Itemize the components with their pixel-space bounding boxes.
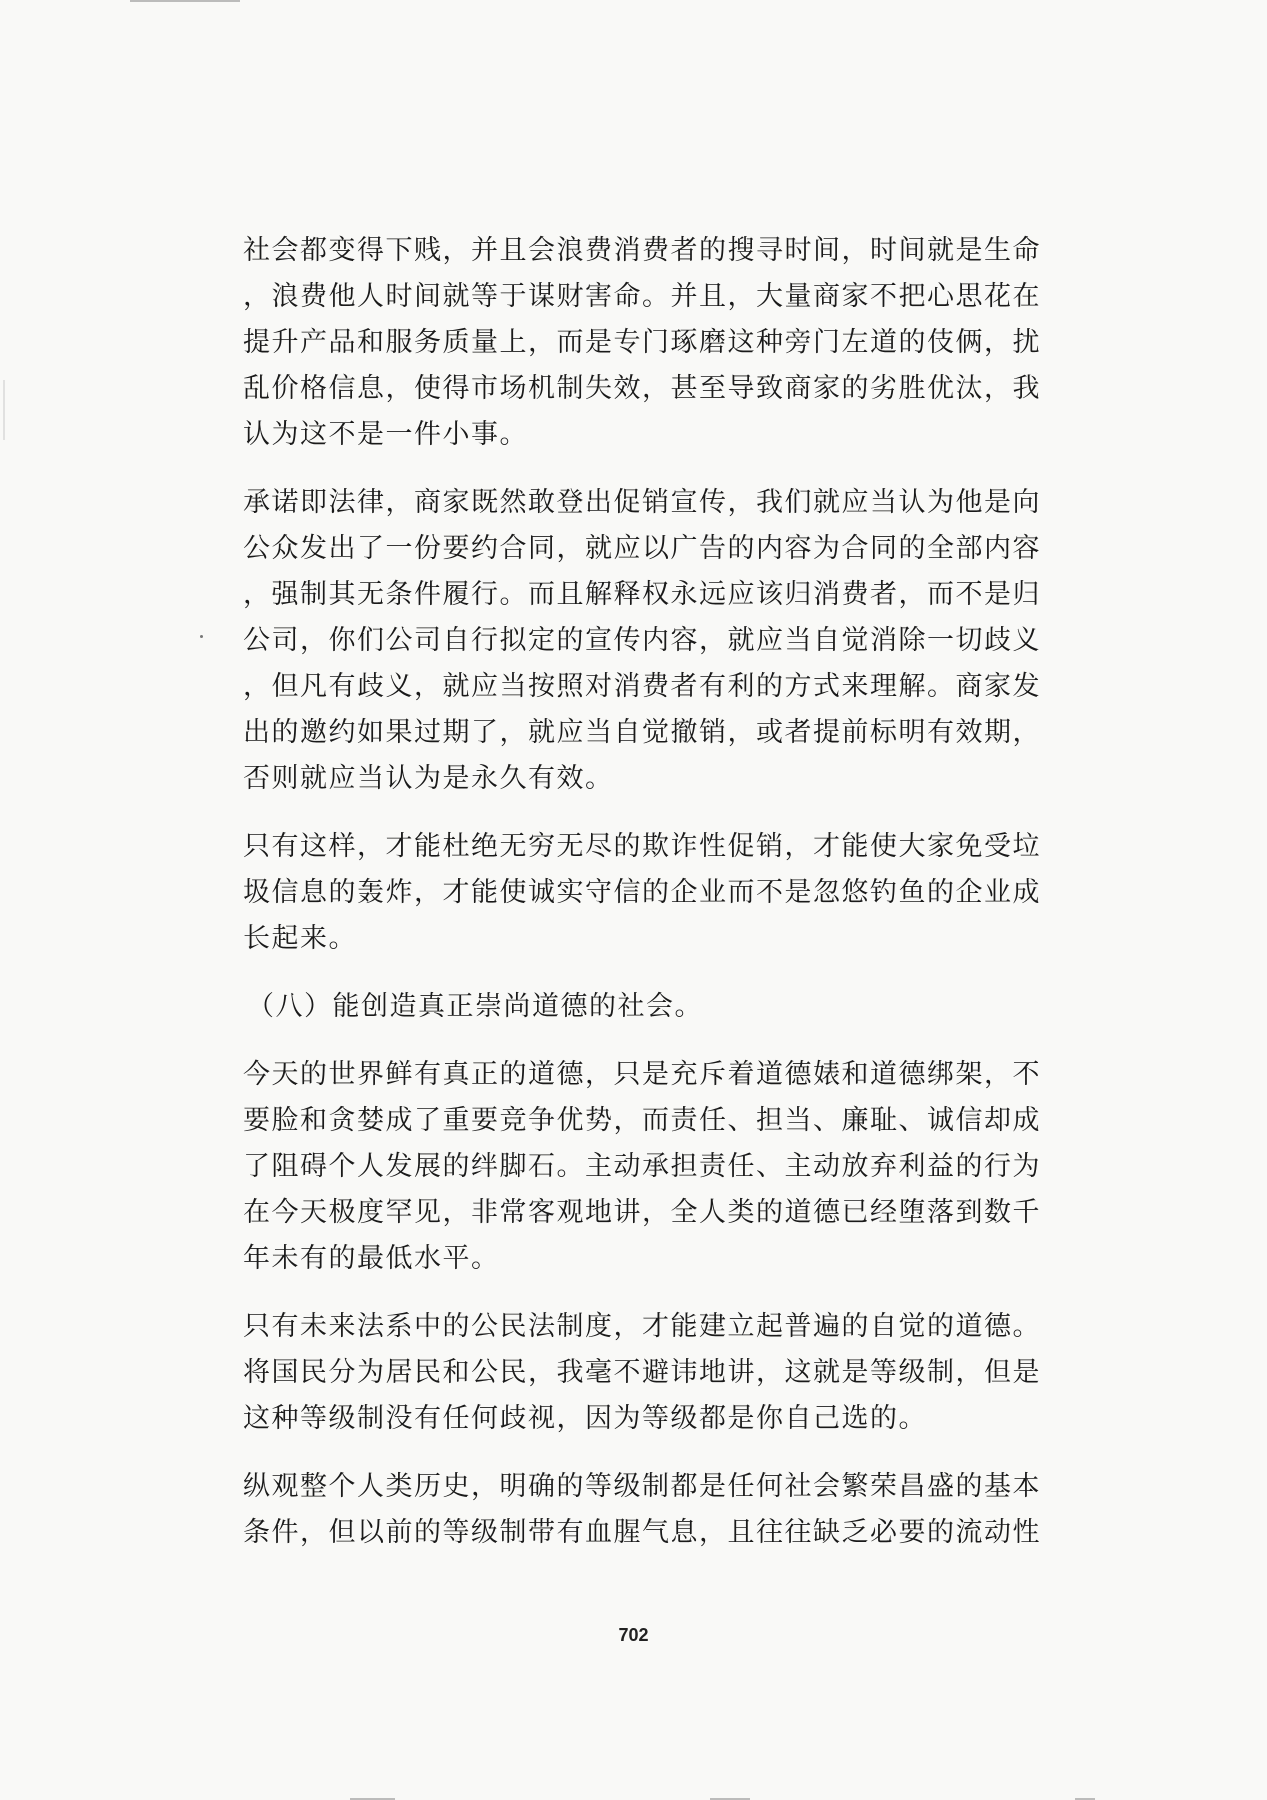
text-line: ，但凡有歧义，就应当按照对消费者有利的方式来理解。商家发 xyxy=(243,671,1041,702)
text-line: （八）能创造真正崇尚道德的社会。 xyxy=(247,991,703,1022)
text-line: 年未有的最低水平。 xyxy=(243,1243,500,1274)
text-line: 否则就应当认为是永久有效。 xyxy=(243,763,614,794)
paragraph xyxy=(243,228,1063,458)
scan-speck xyxy=(200,635,203,638)
text-line: 公众发出了一份要约合同，就应以广告的内容为合同的全部内容 xyxy=(243,533,1041,564)
text-line: 在今天极度罕见，非常客观地讲，全人类的道德已经堕落到数千 xyxy=(243,1197,1041,1228)
text-line: 只有这样，才能杜绝无穷无尽的欺诈性促销，才能使大家免受垃 xyxy=(243,831,1041,862)
body-text xyxy=(243,228,1063,1578)
text-line: 了阻碍个人发展的绊脚石。主动承担责任、主动放弃利益的行为 xyxy=(243,1151,1041,1182)
text-line: 圾信息的轰炸，才能使诚实守信的企业而不是忽悠钓鱼的企业成 xyxy=(243,877,1041,908)
text-line: 条件，但以前的等级制带有血腥气息，且往往缺乏必要的流动性 xyxy=(243,1517,1041,1548)
paragraph xyxy=(243,1464,1063,1556)
page-number: 702 xyxy=(618,1625,649,1645)
text-line: 提升产品和服务质量上，而是专门琢磨这种旁门左道的伎俩，扰 xyxy=(243,327,1041,358)
text-line: 今天的世界鲜有真正的道德，只是充斥着道德婊和道德绑架，不 xyxy=(243,1059,1041,1090)
text-line: 承诺即法律，商家既然敢登出促销宣传，我们就应当认为他是向 xyxy=(243,487,1041,518)
text-line: 出的邀约如果过期了，就应当自觉撤销，或者提前标明有效期， xyxy=(243,717,1041,748)
text-line: 长起来。 xyxy=(243,923,357,954)
text-line: 要脸和贪婪成了重要竞争优势，而责任、担当、廉耻、诚信却成 xyxy=(243,1105,1041,1136)
text-line: 只有未来法系中的公民法制度，才能建立起普遍的自觉的道德。 xyxy=(243,1311,1041,1342)
paragraph xyxy=(243,1052,1063,1282)
scan-edge-mark xyxy=(130,0,240,2)
text-line: 社会都变得下贱，并且会浪费消费者的搜寻时间，时间就是生命 xyxy=(243,235,1041,266)
text-line: 认为这不是一件小事。 xyxy=(243,419,528,450)
text-line: ，浪费他人时间就等于谋财害命。并且，大量商家不把心思花在 xyxy=(243,281,1041,312)
paragraph xyxy=(243,1304,1063,1442)
text-line: 将国民分为居民和公民，我毫不避讳地讲，这就是等级制，但是 xyxy=(243,1357,1041,1388)
text-line: 这种等级制没有任何歧视，因为等级都是你自己选的。 xyxy=(243,1403,927,1434)
paragraph xyxy=(243,824,1063,962)
text-line: 公司，你们公司自行拟定的宣传内容，就应当自觉消除一切歧义 xyxy=(243,625,1041,656)
text-line: 纵观整个人类历史，明确的等级制都是任何社会繁荣昌盛的基本 xyxy=(243,1471,1041,1502)
section-heading xyxy=(243,984,1063,1030)
text-line: 乱价格信息，使得市场机制失效，甚至导致商家的劣胜优汰，我 xyxy=(243,373,1041,404)
text-line: ，强制其无条件履行。而且解释权永远应该归消费者，而不是归 xyxy=(243,579,1041,610)
paragraph xyxy=(243,480,1063,802)
scan-edge-shadow xyxy=(3,380,5,440)
